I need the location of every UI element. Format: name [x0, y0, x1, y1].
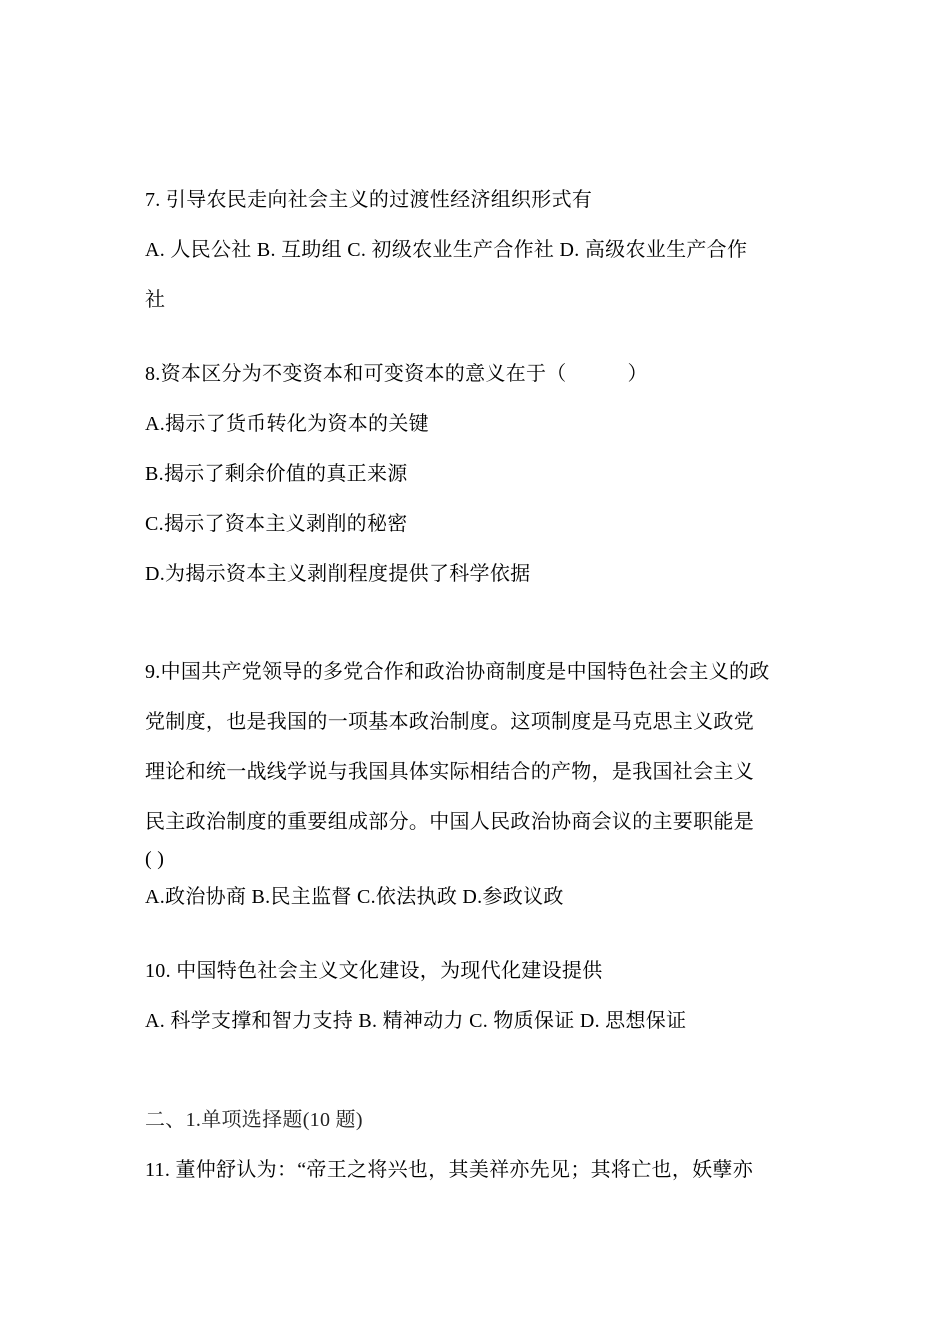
question-9-stem-line3: 理论和统一战线学说与我国具体实际相结合的产物，是我国社会主义 [145, 761, 754, 783]
question-8-stem: 8.资本区分为不变资本和可变资本的意义在于（ ） [145, 363, 648, 385]
question-7-stem: 7. 引导农民走向社会主义的过渡性经济组织形式有 [145, 189, 593, 211]
question-10-stem: 10. 中国特色社会主义文化建设，为现代化建设提供 [145, 960, 603, 982]
question-10-options: A. 科学支撑和智力支持 B. 精神动力 C. 物质保证 D. 思想保证 [145, 1010, 687, 1032]
question-9-stem-line1: 9.中国共产党领导的多党合作和政治协商制度是中国特色社会主义的政 [145, 661, 770, 683]
question-7-options-line1: A. 人民公社 B. 互助组 C. 初级农业生产合作社 D. 高级农业生产合作 [145, 239, 748, 261]
question-7-options-line2: 社 [145, 289, 166, 311]
question-9-stem-line4: 民主政治制度的重要组成部分。中国人民政治协商会议的主要职能是 [145, 811, 754, 833]
question-11-stem-line1: 11. 董仲舒认为：“帝王之将兴也，其美祥亦先见；其将亡也，妖孽亦 [145, 1159, 754, 1181]
question-8-option-d: D.为揭示资本主义剥削程度提供了科学依据 [145, 563, 531, 585]
question-8-option-c: C.揭示了资本主义剥削的秘密 [145, 513, 408, 535]
section-heading: 二、1.单项选择题(10 题) [145, 1109, 363, 1131]
question-8-option-a: A.揭示了货币转化为资本的关键 [145, 413, 429, 435]
question-9-options: A.政治协商 B.民主监督 C.依法执政 D.参政议政 [145, 886, 564, 908]
question-8-option-b: B.揭示了剩余价值的真正来源 [145, 463, 408, 485]
question-9-answer-blank: ( ) [145, 848, 165, 870]
question-9-stem-line2: 党制度，也是我国的一项基本政治制度。这项制度是马克思主义政党 [145, 711, 754, 733]
